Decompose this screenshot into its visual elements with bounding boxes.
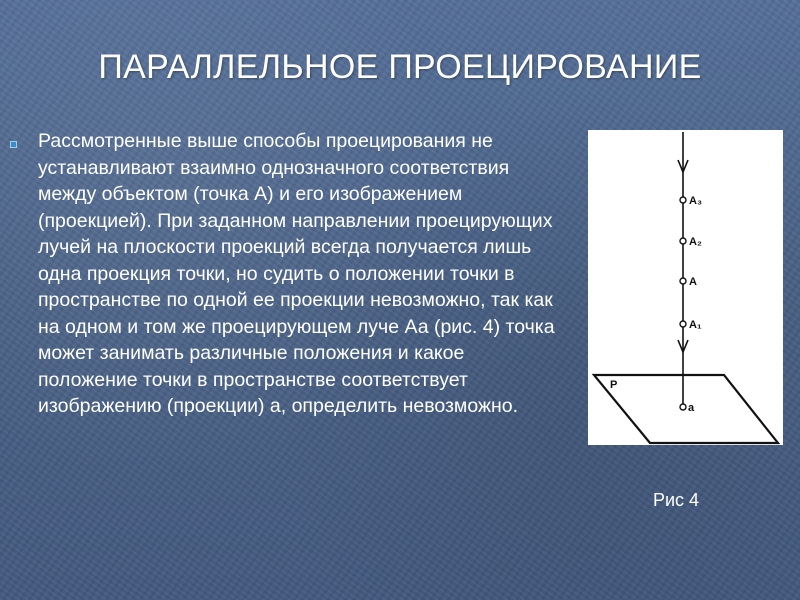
bullet-marker-icon: [10, 141, 17, 148]
bullet-list: [10, 128, 565, 420]
label-a3: A₃: [689, 195, 703, 207]
label-plane-p: P: [610, 379, 618, 391]
label-a-projection: a: [688, 402, 695, 414]
point-a3: [680, 197, 686, 203]
point-a: [680, 278, 686, 284]
figure-caption: Рис 4: [653, 490, 700, 510]
label-a2: A₂: [689, 236, 702, 248]
bullet-text: Рассмотренные выше способы проецирования не устанавливают взаимно однозначного соответствия между объектом (точка А) и его изображением (проекцией). При заданном направлении проецирующих лучей на плоскости проекций всегда получается лишь одна проекция точки, но судить о положении точки в пространстве по одной ее проекции невозможно, так как на одном и том же проецирующем луче Аа (рис. 4) точка может занимать различные положения и какое положение точки в пространстве соответствует изображению (проекции) а, определить невозможно.: [38, 130, 555, 417]
projection-figure: [588, 130, 783, 445]
projection-diagram: [588, 130, 783, 445]
point-a2: [680, 238, 686, 244]
bullet-item: [10, 128, 565, 420]
point-a1: [680, 321, 686, 327]
point-a-projection: [680, 404, 686, 410]
label-a: A: [689, 276, 697, 288]
label-a1: A₁: [689, 319, 702, 331]
slide-title: ПАРАЛЛЕЛЬНОЕ ПРОЕЦИРОВАНИЕ: [98, 48, 702, 86]
